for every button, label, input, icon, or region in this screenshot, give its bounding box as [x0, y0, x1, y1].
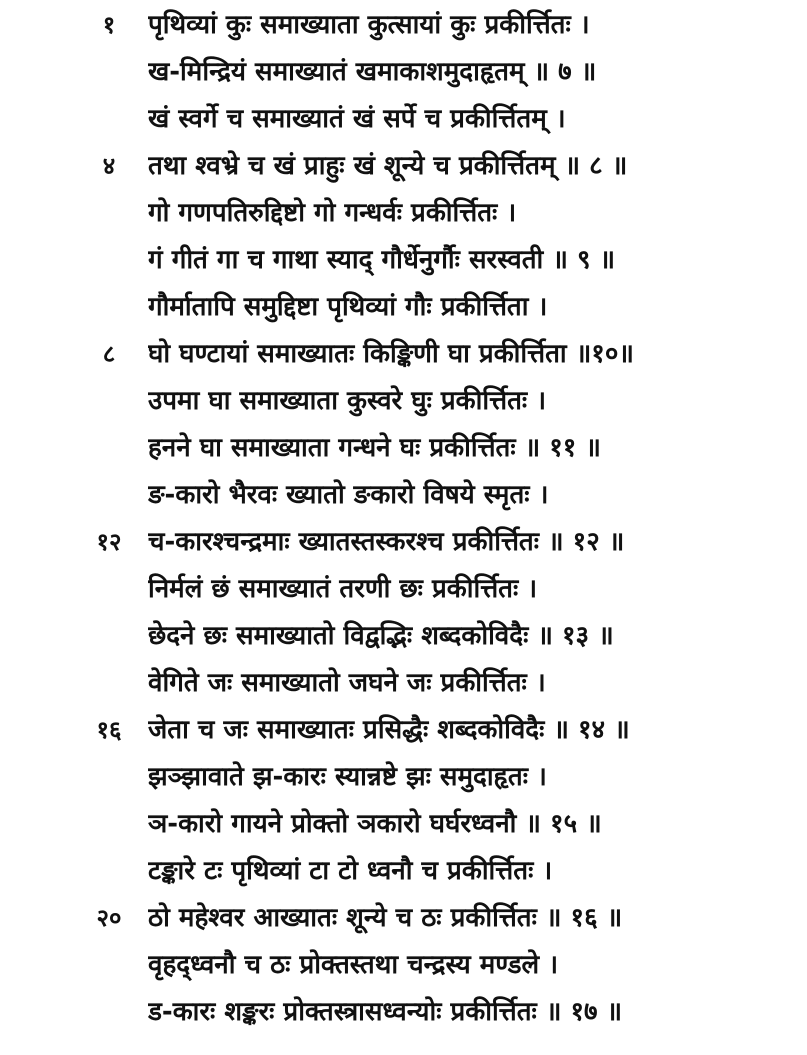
- verse-line: [0, 895, 807, 941]
- verse-text: झञ्झावाते झ-कारः स्यान्नष्टे झः समुदाहृतः ।: [148, 762, 547, 792]
- verse-text: ख-मिन्द्रियं समाख्यातं खमाकाशमुदाहृतम् ॥ ७ ॥: [148, 57, 597, 87]
- verse-text: घो घण्टायां समाख्यातः किङ्किणी घा प्रकीर्त्तिता ॥१०॥: [148, 339, 634, 369]
- verse-text: उपमा घा समाख्याता कुस्वरे घुः प्रकीर्त्तितः ।: [148, 386, 547, 416]
- verse-text: हनने घा समाख्याता गन्धने घः प्रकीर्त्तितः ॥ ११ ॥: [148, 433, 601, 463]
- verse-text: पृथिव्यां कुः समाख्याता कुत्सायां कुः प्रकीर्त्तितः ।: [148, 10, 590, 40]
- verse-text: ञ-कारो गायने प्रोक्तो ञकारो घर्घरध्वनौ ॥ १५ ॥: [148, 809, 602, 839]
- verse-line: [0, 190, 807, 236]
- verse-line: [0, 660, 807, 706]
- verse-text: वेगिते जः समाख्यातो जघने जः प्रकीर्त्तितः ।: [148, 668, 546, 698]
- verse-line: [0, 848, 807, 894]
- verse-line: [0, 378, 807, 424]
- verse-line: [0, 331, 807, 377]
- verse-line: [0, 96, 807, 142]
- verse-line: [0, 566, 807, 612]
- verse-line: [0, 942, 807, 988]
- verse-line: [0, 754, 807, 800]
- verse-line: [0, 519, 807, 565]
- line-number: २०: [96, 904, 122, 932]
- verse-text: टङ्कारे टः पृथिव्यां टा टो ध्वनौ च प्रकीर्त्तितः ।: [148, 856, 553, 886]
- verse-line: [0, 801, 807, 847]
- verse-text: ड-कारः शङ्करः प्रोक्तस्त्रासध्वन्योः प्रकीर्त्तितः ॥ १७ ॥: [148, 997, 623, 1027]
- verse-line: [0, 284, 807, 330]
- line-number: १६: [96, 716, 122, 744]
- verse-line: [0, 472, 807, 518]
- verse-line: [0, 425, 807, 471]
- verse-text: ङ-कारो भैरवः ख्यातो ङकारो विषये स्मृतः ।: [148, 480, 549, 510]
- verse-line: [0, 613, 807, 659]
- line-number: ४: [102, 152, 116, 180]
- verse-line: [0, 49, 807, 95]
- verse-text: खं स्वर्गे च समाख्यातं खं सर्पे च प्रकीर्त्तितम् ।: [148, 104, 566, 134]
- line-number: १२: [96, 528, 122, 556]
- line-number: ८: [102, 340, 116, 368]
- verse-text: तथा श्वभ्रे च खं प्राहुः खं शून्ये च प्रकीर्त्तितम् ॥ ८ ॥: [148, 151, 628, 181]
- verse-line: [0, 143, 807, 189]
- verse-text: गो गणपतिरुद्दिष्टो गो गन्धर्वः प्रकीर्त्तितः ।: [148, 198, 517, 228]
- verse-text: निर्मलं छं समाख्यातं तरणी छः प्रकीर्त्तितः ।: [148, 574, 538, 604]
- verse-line: [0, 237, 807, 283]
- verse-text: छेदने छः समाख्यातो विद्वद्भिः शब्दकोविदैः ॥ १३ ॥: [148, 621, 614, 651]
- verse-text: च-कारश्चन्द्रमाः ख्यातस्तस्करश्च प्रकीर्त्तितः ॥ १२ ॥: [148, 527, 625, 557]
- verse-text: जेता च जः समाख्यातः प्रसिद्धैः शब्दकोविदैः ॥ १४ ॥: [148, 715, 630, 745]
- verse-text: वृहद्ध्वनौ च ठः प्रोक्तस्तथा चन्द्रस्य मण्डले ।: [148, 950, 559, 980]
- verse-line: [0, 2, 807, 48]
- verse-line: [0, 707, 807, 753]
- verse-text: ठो महेश्वर आख्यातः शून्ये च ठः प्रकीर्त्तितः ॥ १६ ॥: [148, 903, 623, 933]
- line-number: १: [102, 11, 116, 39]
- verse-text: गं गीतं गा च गाथा स्याद् गौर्धेनुर्गौः सरस्वती ॥ ९ ॥: [148, 245, 616, 275]
- verse-text: गौर्मातापि समुद्दिष्टा पृथिव्यां गौः प्रकीर्त्तिता ।: [148, 292, 548, 322]
- verse-line: [0, 989, 807, 1035]
